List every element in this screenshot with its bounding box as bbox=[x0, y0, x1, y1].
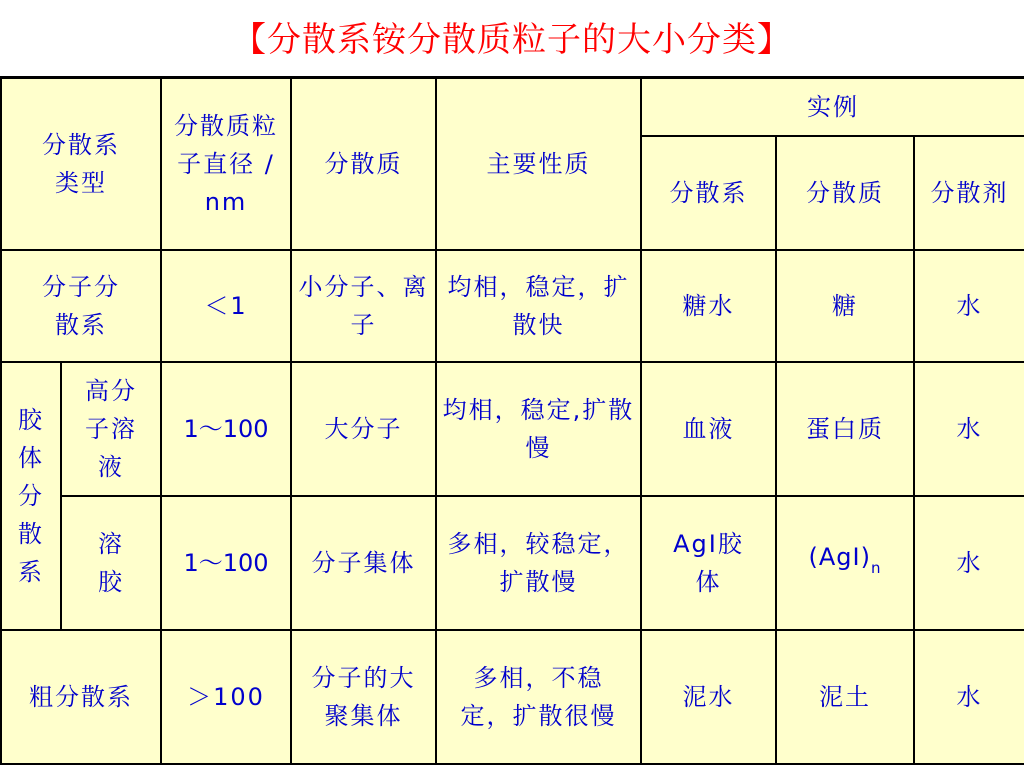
slide-title: 【分散系铵分散质粒子的大小分类】 bbox=[232, 20, 792, 60]
header-dispersed-phase: 分散质 bbox=[291, 78, 436, 250]
header-examples: 实例 bbox=[641, 78, 1024, 136]
row-ex-system: AgI胶体 bbox=[641, 496, 776, 630]
row-ex-system: 泥水 bbox=[641, 630, 776, 764]
header-properties: 主要性质 bbox=[436, 78, 641, 250]
header-diameter: 分散质粒子直径 / nm bbox=[161, 78, 291, 250]
row-diameter: ＜1 bbox=[161, 250, 291, 362]
row-dispersed-phase: 大分子 bbox=[291, 362, 436, 496]
header-type: 分散系类型 bbox=[1, 78, 161, 250]
table-row bbox=[1, 362, 1024, 496]
row-type: 高分子溶液 bbox=[61, 362, 161, 496]
row-type: 溶胶 bbox=[61, 496, 161, 630]
row-properties: 多相，较稳定，扩散慢 bbox=[436, 496, 641, 630]
row-dispersed-phase: 分子集体 bbox=[291, 496, 436, 630]
row-ex-medium: 水 bbox=[914, 250, 1024, 362]
header-ex-phase: 分散质 bbox=[776, 136, 914, 250]
row-ex-system: 血液 bbox=[641, 362, 776, 496]
row-ex-medium: 水 bbox=[914, 496, 1024, 630]
table-row bbox=[1, 250, 1024, 362]
header-ex-medium: 分散剂 bbox=[914, 136, 1024, 250]
row-diameter: 1～100 bbox=[161, 496, 291, 630]
row-type: 粗分散系 bbox=[1, 630, 161, 764]
row-ex-medium: 水 bbox=[914, 362, 1024, 496]
row-properties: 多相，不稳定，扩散很慢 bbox=[436, 630, 641, 764]
header-ex-system: 分散系 bbox=[641, 136, 776, 250]
row-type: 分子分散系 bbox=[1, 250, 161, 362]
row-diameter: ＞100 bbox=[161, 630, 291, 764]
table-row bbox=[1, 630, 1024, 764]
row-ex-phase-formula: (AgI) bbox=[808, 543, 871, 571]
row-ex-phase: 糖 bbox=[776, 250, 914, 362]
row-ex-phase bbox=[776, 496, 914, 630]
row-ex-system: 糖水 bbox=[641, 250, 776, 362]
row-ex-medium: 水 bbox=[914, 630, 1024, 764]
row-properties: 均相，稳定，扩散快 bbox=[436, 250, 641, 362]
row-ex-phase-subscript: n bbox=[870, 559, 882, 577]
row-diameter: 1～100 bbox=[161, 362, 291, 496]
dispersion-classification-table bbox=[0, 76, 1024, 765]
row-ex-phase: 蛋白质 bbox=[776, 362, 914, 496]
row-ex-phase: 泥土 bbox=[776, 630, 914, 764]
row-properties: 均相，稳定,扩散慢 bbox=[436, 362, 641, 496]
row-dispersed-phase: 分子的大聚集体 bbox=[291, 630, 436, 764]
header-row-1 bbox=[1, 78, 1024, 136]
table-row bbox=[1, 496, 1024, 630]
row-group-colloid: 胶体分散系 bbox=[1, 362, 61, 630]
row-dispersed-phase: 小分子、离子 bbox=[291, 250, 436, 362]
